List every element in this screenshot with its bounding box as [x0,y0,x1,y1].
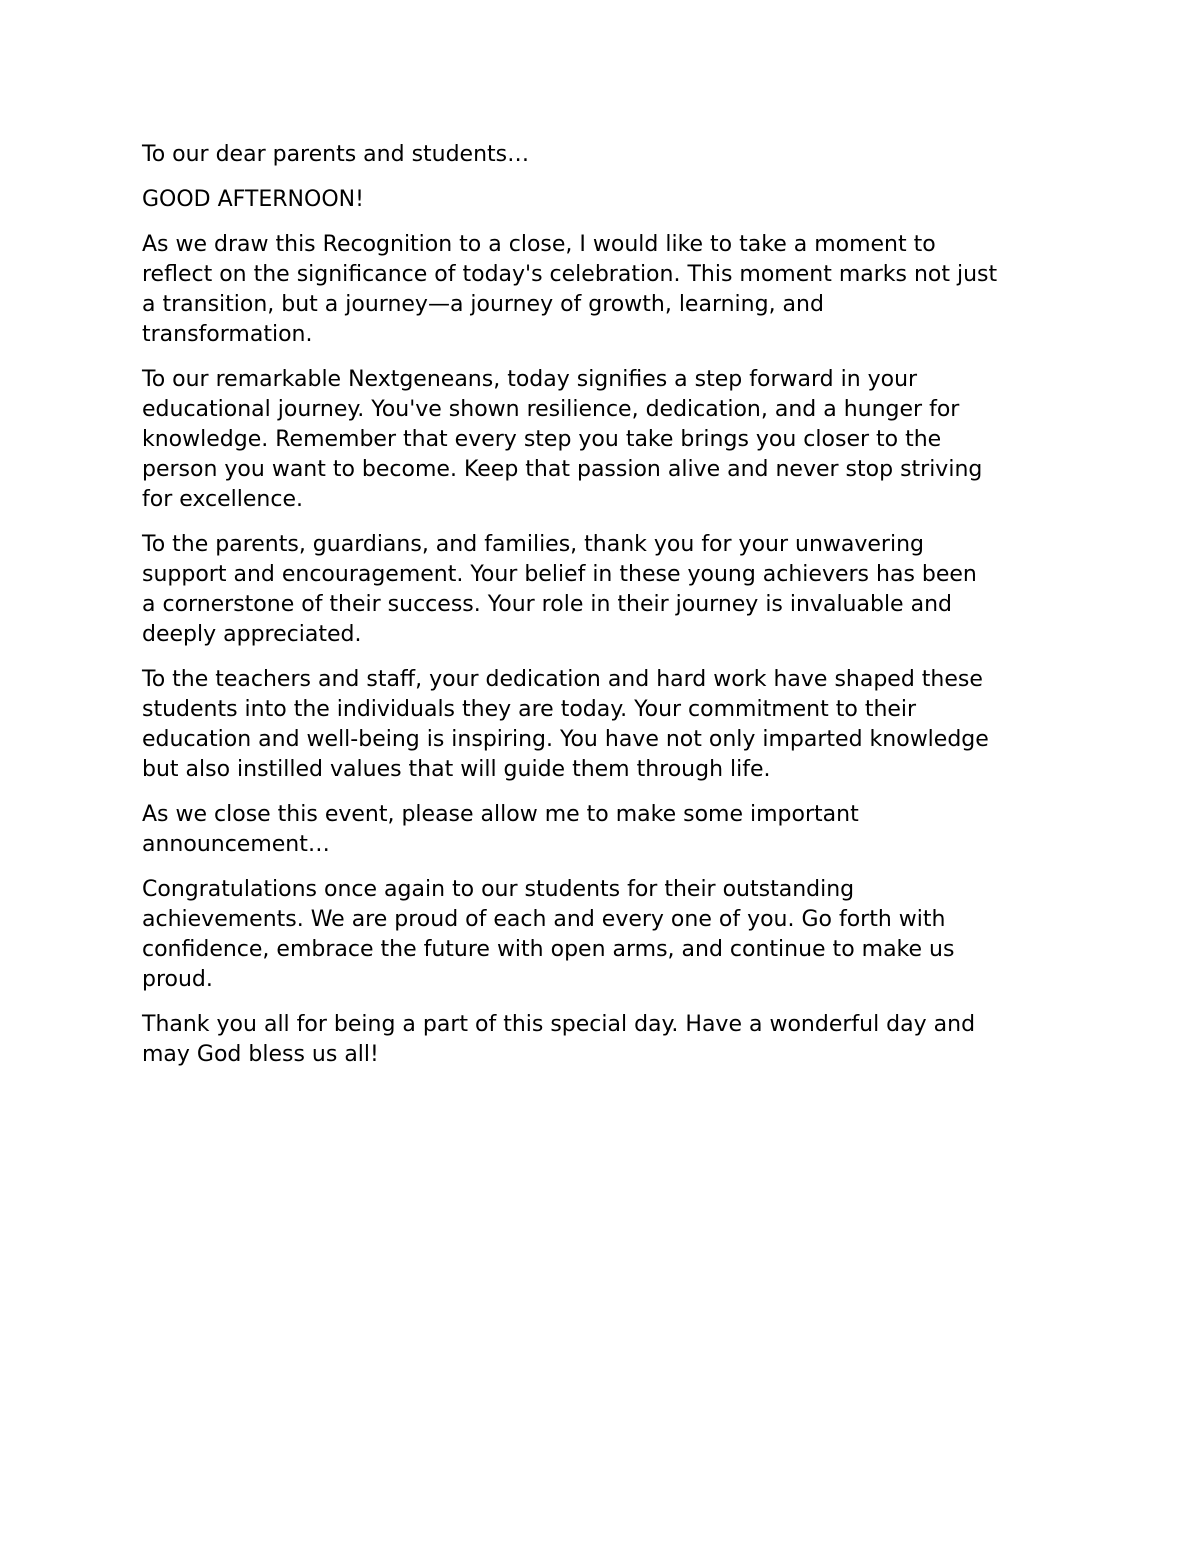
paragraph-closing: Thank you all for being a part of this special day. Have a wonderful day and may God bless us all! [142,1012,976,1067]
paragraph-teachers: To the teachers and staff, your dedication and hard work have shaped these students into the individuals they are today. Your commitment to their education and well-being is inspiring. You have not only imparted knowledge but also instilled values that will guide them through life. [142,667,989,782]
paragraph-students: To our remarkable Nextgeneans, today signifies a step forward in your educational journey. You've shown resilience, dedication, and a hunger for knowledge. Remember that every step you take brings you closer to the person you want to become. Keep that passion alive and never stop striving for excellence. [142,367,983,512]
paragraph-announcement: As we close this event, please allow me to make some important announcement… [142,802,859,857]
salutation: To our dear parents and students… [142,142,530,167]
paragraph-congratulations: Congratulations once again to our students for their outstanding achievements. We are proud of each and every one of you. Go forth with confidence, embrace the future with open arms, and continue to make us proud. [142,877,955,992]
paragraph-opening: As we draw this Recognition to a close, I would like to take a moment to reflect on the significance of today's celebration. This moment marks not just a transition, but a journey—a journey of growth, learning, and transformation. [142,232,998,347]
greeting: GOOD AFTERNOON! [142,187,364,212]
document-body [142,140,1067,1085]
paragraph-parents: To the parents, guardians, and families, thank you for your unwavering support and encouragement. Your belief in these young achievers has been a cornerstone of their success. Your role in their journey is invaluable and deeply appreciated. [142,532,977,647]
